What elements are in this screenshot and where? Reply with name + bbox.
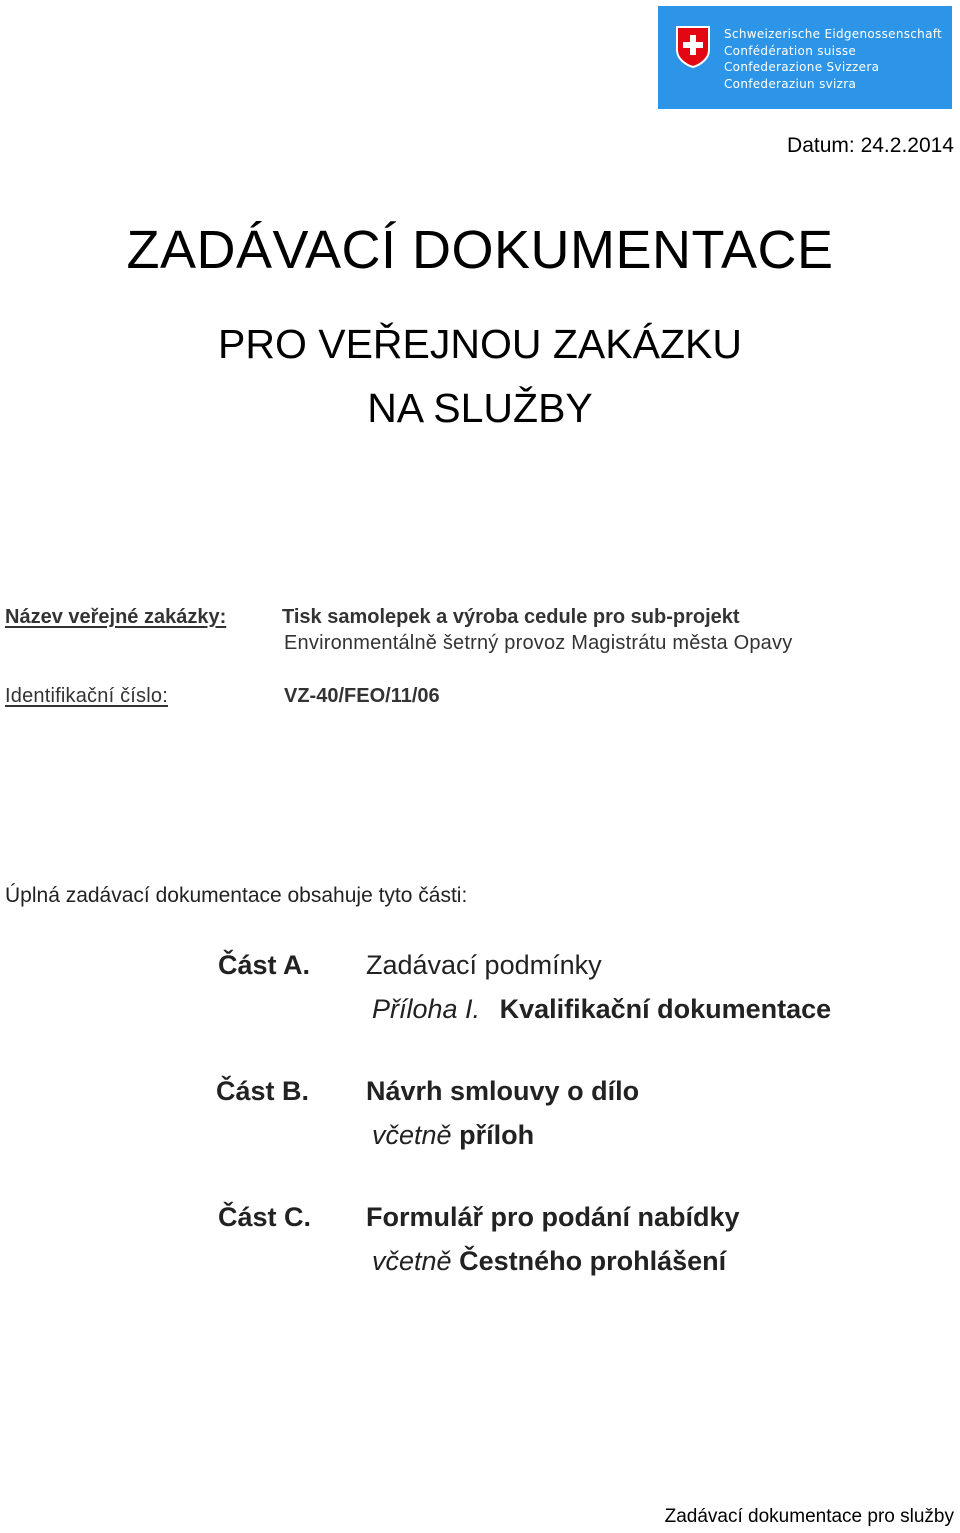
part-b-title: Návrh smlouvy o dílo <box>366 1076 640 1106</box>
logo-line-de: Schweizerische Eidgenossenschaft <box>724 27 943 41</box>
contract-name-label: Název veřejné zakázky: <box>5 606 227 628</box>
page-footer: Zadávací dokumentace pro služby <box>664 1506 954 1527</box>
part-c-attachment-text: Čestného prohlášení <box>459 1246 727 1276</box>
document-subtitle-line1: PRO VEŘEJNOU ZAKÁZKU <box>218 321 742 367</box>
document-subtitle-line2: NA SLUŽBY <box>367 385 593 431</box>
logo-line-rm: Confederaziun svizra <box>724 76 857 91</box>
logo-line-it: Confederazione Svizzera <box>724 60 880 75</box>
part-c-title: Formulář pro podání nabídky <box>366 1202 740 1232</box>
swiss-shield-icon <box>676 26 710 68</box>
contract-id-value: VZ-40/FEO/11/06 <box>284 685 440 707</box>
part-a-title: Zadávací podmínky <box>366 950 602 980</box>
part-c-label: Část C. <box>218 1202 312 1232</box>
part-b-attachment-prefix: včetně <box>372 1120 452 1150</box>
part-b-attachment-text: příloh <box>459 1120 535 1150</box>
part-c-attachment-prefix: včetně <box>372 1246 452 1276</box>
part-c-attachment <box>372 1246 726 1277</box>
contract-id-label: Identifikační číslo: <box>5 685 168 707</box>
document-title: ZADÁVACÍ DOKUMENTACE <box>126 220 834 280</box>
contract-name-value-line1: Tisk samolepek a výroba cedule pro sub-projekt <box>282 606 740 628</box>
part-a-label: Část A. <box>218 950 311 980</box>
swiss-confederation-logo <box>658 6 952 109</box>
parts-intro: Úplná zadávací dokumentace obsahuje tyto části: <box>5 884 468 907</box>
logo-line-fr: Confédération suisse <box>724 43 857 58</box>
part-a-attachment-text: Kvalifikační dokumentace <box>499 994 832 1024</box>
logo-text <box>724 26 942 92</box>
document-date: Datum: 24.2.2014 <box>787 134 954 157</box>
part-b-attachment <box>372 1120 534 1151</box>
part-b-label: Část B. <box>216 1076 310 1106</box>
part-a-attachment <box>372 994 831 1025</box>
contract-name-value-line2: Environmentálně šetrný provoz Magistrátu města Opavy <box>284 632 793 654</box>
part-a-attachment-prefix: Příloha I. <box>372 994 481 1024</box>
